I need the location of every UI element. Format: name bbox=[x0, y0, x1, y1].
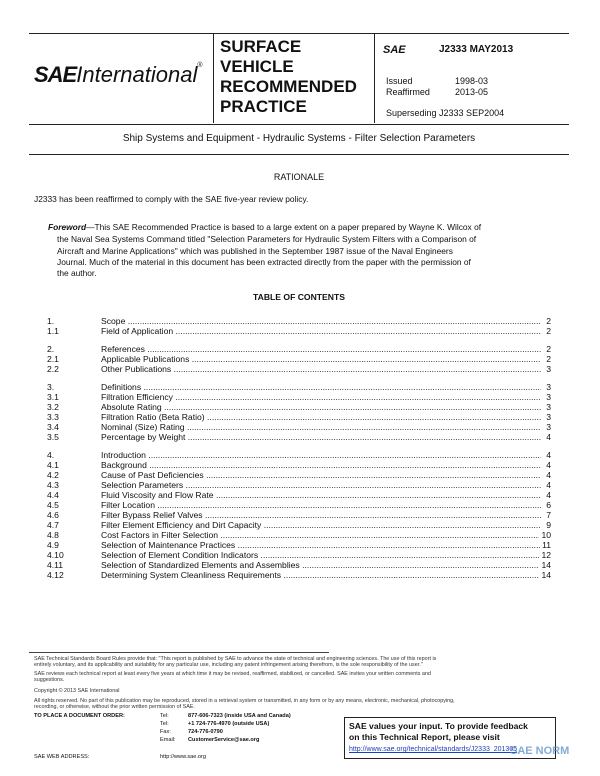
toc-gap bbox=[47, 374, 551, 382]
reaffirmed-value: 2013-05 bbox=[455, 87, 489, 97]
contact-label: Email: bbox=[160, 737, 176, 743]
order-label: TO PLACE A DOCUMENT ORDER: bbox=[34, 713, 125, 719]
toc-entry[interactable] bbox=[47, 520, 551, 530]
foreword-line: the Naval Sea Systems Command titled "Selection Parameters for Hydraulic System Filters with a Comparison of bbox=[57, 234, 477, 244]
toc-title: Percentage by Weight ..... bbox=[101, 432, 541, 442]
toc-number: 4.2 bbox=[47, 470, 59, 480]
toc-page: 3 bbox=[546, 412, 551, 422]
toc-title: Filter Bypass Relief Valves ..... bbox=[101, 510, 541, 520]
toc-entry[interactable] bbox=[47, 540, 551, 550]
toc-title: Nominal (Size) Rating ..... bbox=[101, 422, 541, 432]
header-divider bbox=[374, 33, 375, 123]
toc-number: 3.5 bbox=[47, 432, 59, 442]
toc-title: Cost Factors in Filter Selection ..... bbox=[101, 530, 541, 540]
contact-value: +1 724-776-4970 (outside USA) bbox=[188, 721, 270, 727]
document-type-line: PRACTICE bbox=[220, 97, 307, 116]
toc-number: 4.10 bbox=[47, 550, 64, 560]
issued-value: 1998-03 bbox=[455, 76, 489, 86]
toc-number: 2.2 bbox=[47, 364, 59, 374]
toc-number: 4. bbox=[47, 450, 55, 460]
rationale-heading: RATIONALE bbox=[273, 172, 325, 182]
toc-entry[interactable] bbox=[47, 326, 551, 336]
contact-label: Fax: bbox=[160, 729, 171, 735]
contact-label: Tel: bbox=[160, 713, 169, 719]
toc-gap bbox=[47, 336, 551, 344]
toc-page: 4 bbox=[546, 480, 551, 490]
foreword-label: Foreword bbox=[48, 222, 87, 232]
toc-entry[interactable] bbox=[47, 422, 551, 432]
toc-entry[interactable] bbox=[47, 354, 551, 364]
toc-page: 3 bbox=[546, 422, 551, 432]
toc-page: 10 bbox=[541, 530, 551, 540]
toc-page: 9 bbox=[546, 520, 551, 530]
toc-title: Absolute Rating ..... bbox=[101, 402, 541, 412]
review-notice: SAE reviews each technical report at least every five years at which time it may be revised, reaffirmed, stabilized, or cancelled. SAE invites your written comments and suggestions. bbox=[34, 671, 431, 684]
watermark-logo: SAE NORM bbox=[510, 745, 570, 757]
document-number: J2333 MAY2013 bbox=[439, 44, 514, 55]
toc-number: 3. bbox=[47, 382, 55, 392]
toc-title: Fluid Viscosity and Flow Rate ..... bbox=[101, 490, 541, 500]
toc-number: 4.4 bbox=[47, 490, 59, 500]
contact-email[interactable]: CustomerService@sae.org bbox=[188, 737, 260, 743]
toc-entry[interactable] bbox=[47, 510, 551, 520]
toc-title: Selection of Standardized Elements and Assemblies ..... bbox=[101, 560, 541, 570]
toc-page: 12 bbox=[541, 550, 551, 560]
toc-number: 3.2 bbox=[47, 402, 59, 412]
rights-notice: All rights reserved. No part of this publication may be reproduced, stored in a retrieval system or transmitted, in any form or by any means, electronic, mechanical, photocopying, recording, or otherwise, without the prior written permission of SAE. bbox=[34, 698, 455, 711]
toc-page: 4 bbox=[546, 450, 551, 460]
toc-page: 6 bbox=[546, 500, 551, 510]
reaffirmed-label: Reaffirmed bbox=[386, 87, 430, 97]
toc-number: 4.8 bbox=[47, 530, 59, 540]
contact-value: 724-776-0790 bbox=[188, 729, 223, 735]
toc-title: Applicable Publications ..... bbox=[101, 354, 541, 364]
toc-number: 3.1 bbox=[47, 392, 59, 402]
document-info bbox=[383, 44, 563, 56]
toc-title: Other Publications ..... bbox=[101, 364, 541, 374]
toc-page: 3 bbox=[546, 402, 551, 412]
sae-mini-logo: SAE bbox=[383, 44, 406, 56]
toc-number: 4.12 bbox=[47, 570, 64, 580]
toc-title: Cause of Past Deficiencies ..... bbox=[101, 470, 541, 480]
toc-title: Filter Location ..... bbox=[101, 500, 541, 510]
toc-page: 3 bbox=[546, 382, 551, 392]
toc-number: 4.1 bbox=[47, 460, 59, 470]
toc-entry[interactable] bbox=[47, 432, 551, 442]
toc-title: Introduction ..... bbox=[101, 450, 541, 460]
toc-page: 4 bbox=[546, 432, 551, 442]
document-type-line: VEHICLE bbox=[220, 57, 294, 76]
web-label: SAE WEB ADDRESS: bbox=[34, 754, 90, 760]
toc-entry[interactable] bbox=[47, 402, 551, 412]
toc-number: 2.1 bbox=[47, 354, 59, 364]
toc-entry[interactable] bbox=[47, 450, 551, 460]
rationale-text: J2333 has been reaffirmed to comply with the SAE five-year review policy. bbox=[34, 194, 309, 204]
toc-number: 3.4 bbox=[47, 422, 59, 432]
toc-entry[interactable] bbox=[47, 316, 551, 326]
toc-number: 4.5 bbox=[47, 500, 59, 510]
toc-number: 4.9 bbox=[47, 540, 59, 550]
contact-value: 877-606-7323 (inside USA and Canada) bbox=[188, 713, 291, 719]
toc-gap bbox=[47, 442, 551, 450]
toc-number: 4.3 bbox=[47, 480, 59, 490]
toc-page: 2 bbox=[546, 316, 551, 326]
toc-title: Filtration Ratio (Beta Ratio) ..... bbox=[101, 412, 541, 422]
toc-entry[interactable] bbox=[47, 500, 551, 510]
sae-international-logo: SAEInternational® bbox=[34, 62, 203, 87]
superseding: Superseding J2333 SEP2004 bbox=[386, 108, 505, 118]
web-link[interactable]: http://www.sae.org bbox=[160, 754, 207, 760]
toc-entry[interactable] bbox=[47, 570, 551, 580]
toc-entry[interactable] bbox=[47, 550, 551, 560]
toc-title: Determining System Cleanliness Requirements ..... bbox=[101, 570, 541, 580]
toc-entry[interactable] bbox=[47, 392, 551, 402]
footer-divider bbox=[29, 652, 329, 653]
toc-number: 3.3 bbox=[47, 412, 59, 422]
toc-number: 4.6 bbox=[47, 510, 59, 520]
toc-page: 3 bbox=[546, 392, 551, 402]
toc-number: 2. bbox=[47, 344, 55, 354]
toc-entry[interactable] bbox=[47, 460, 551, 470]
toc-title: References ..... bbox=[101, 344, 541, 354]
document-type-line: SURFACE bbox=[220, 37, 302, 56]
toc-title: Scope ..... bbox=[101, 316, 541, 326]
toc-title: Background ..... bbox=[101, 460, 541, 470]
toc-entry[interactable] bbox=[47, 530, 551, 540]
toc-title: Filtration Efficiency ..... bbox=[101, 392, 541, 402]
feedback-text: SAE values your input. To provide feedback bbox=[349, 721, 528, 731]
toc-number: 1. bbox=[47, 316, 55, 326]
foreword-line: the author. bbox=[57, 268, 97, 278]
toc-entry[interactable] bbox=[47, 364, 551, 374]
toc-title: Selection Parameters ..... bbox=[101, 480, 541, 490]
issued-label: Issued bbox=[386, 76, 413, 86]
toc-entry[interactable] bbox=[47, 412, 551, 422]
toc-entry[interactable] bbox=[47, 382, 551, 392]
toc-title: Selection of Maintenance Practices ..... bbox=[101, 540, 541, 550]
copyright: Copyright © 2013 SAE International bbox=[34, 688, 120, 694]
contact-label: Tel: bbox=[160, 721, 169, 727]
foreword-line: Journal. Much of the material in this document has been extracted directly from the paper with the permission of bbox=[57, 257, 471, 267]
document-type bbox=[220, 37, 357, 117]
toc-page: 14 bbox=[541, 570, 551, 580]
foreword-line: Foreword—This SAE Recommended Practice is based to a large extent on a paper prepared by Wayne K. Wilcox of bbox=[48, 222, 482, 232]
toc-number: 1.1 bbox=[47, 326, 59, 336]
toc-entry[interactable] bbox=[47, 490, 551, 500]
toc-page: 4 bbox=[546, 490, 551, 500]
toc-page: 4 bbox=[546, 470, 551, 480]
toc-title: Field of Application ..... bbox=[101, 326, 541, 336]
policy-notice: SAE Technical Standards Board Rules provide that: "This report is published by SAE to advance the state of technical and engineering sciences. The use of this report is entirely voluntary, and its applicability and suitability for any particular use, including any patent infringement arising therefrom, is the sole responsibility of the user." bbox=[34, 656, 437, 669]
toc-page: 2 bbox=[546, 354, 551, 364]
toc-number: 4.7 bbox=[47, 520, 59, 530]
document-title: Ship Systems and Equipment - Hydraulic Systems - Filter Selection Parameters bbox=[29, 123, 569, 155]
toc-page: 3 bbox=[546, 364, 551, 374]
toc-entry[interactable] bbox=[47, 560, 551, 570]
toc-page: 2 bbox=[546, 326, 551, 336]
header-divider bbox=[213, 33, 214, 123]
toc-title: Selection of Element Condition Indicators ..... bbox=[101, 550, 541, 560]
toc-page: 2 bbox=[546, 344, 551, 354]
document-type-line: RECOMMENDED bbox=[220, 77, 357, 96]
toc-entry[interactable] bbox=[47, 480, 551, 490]
toc-entry[interactable] bbox=[47, 344, 551, 354]
toc-page: 11 bbox=[542, 540, 551, 550]
toc-entry[interactable] bbox=[47, 470, 551, 480]
feedback-link[interactable]: http://www.sae.org/technical/standards/J2333_201305 bbox=[349, 746, 518, 753]
toc-number: 4.11 bbox=[47, 560, 64, 570]
toc-heading: TABLE OF CONTENTS bbox=[253, 292, 345, 302]
toc-title: Filter Element Efficiency and Dirt Capacity ..... bbox=[101, 520, 541, 530]
feedback-text: on this Technical Report, please visit bbox=[349, 732, 500, 742]
table-of-contents bbox=[47, 316, 551, 580]
foreword-line: Aircraft and Marine Applications" which was published in the September 1987 issue of the Naval Engineers bbox=[57, 246, 453, 256]
toc-page: 14 bbox=[541, 560, 551, 570]
toc-title: Definitions ..... bbox=[101, 382, 541, 392]
toc-page: 4 bbox=[546, 460, 551, 470]
toc-page: 7 bbox=[546, 510, 551, 520]
